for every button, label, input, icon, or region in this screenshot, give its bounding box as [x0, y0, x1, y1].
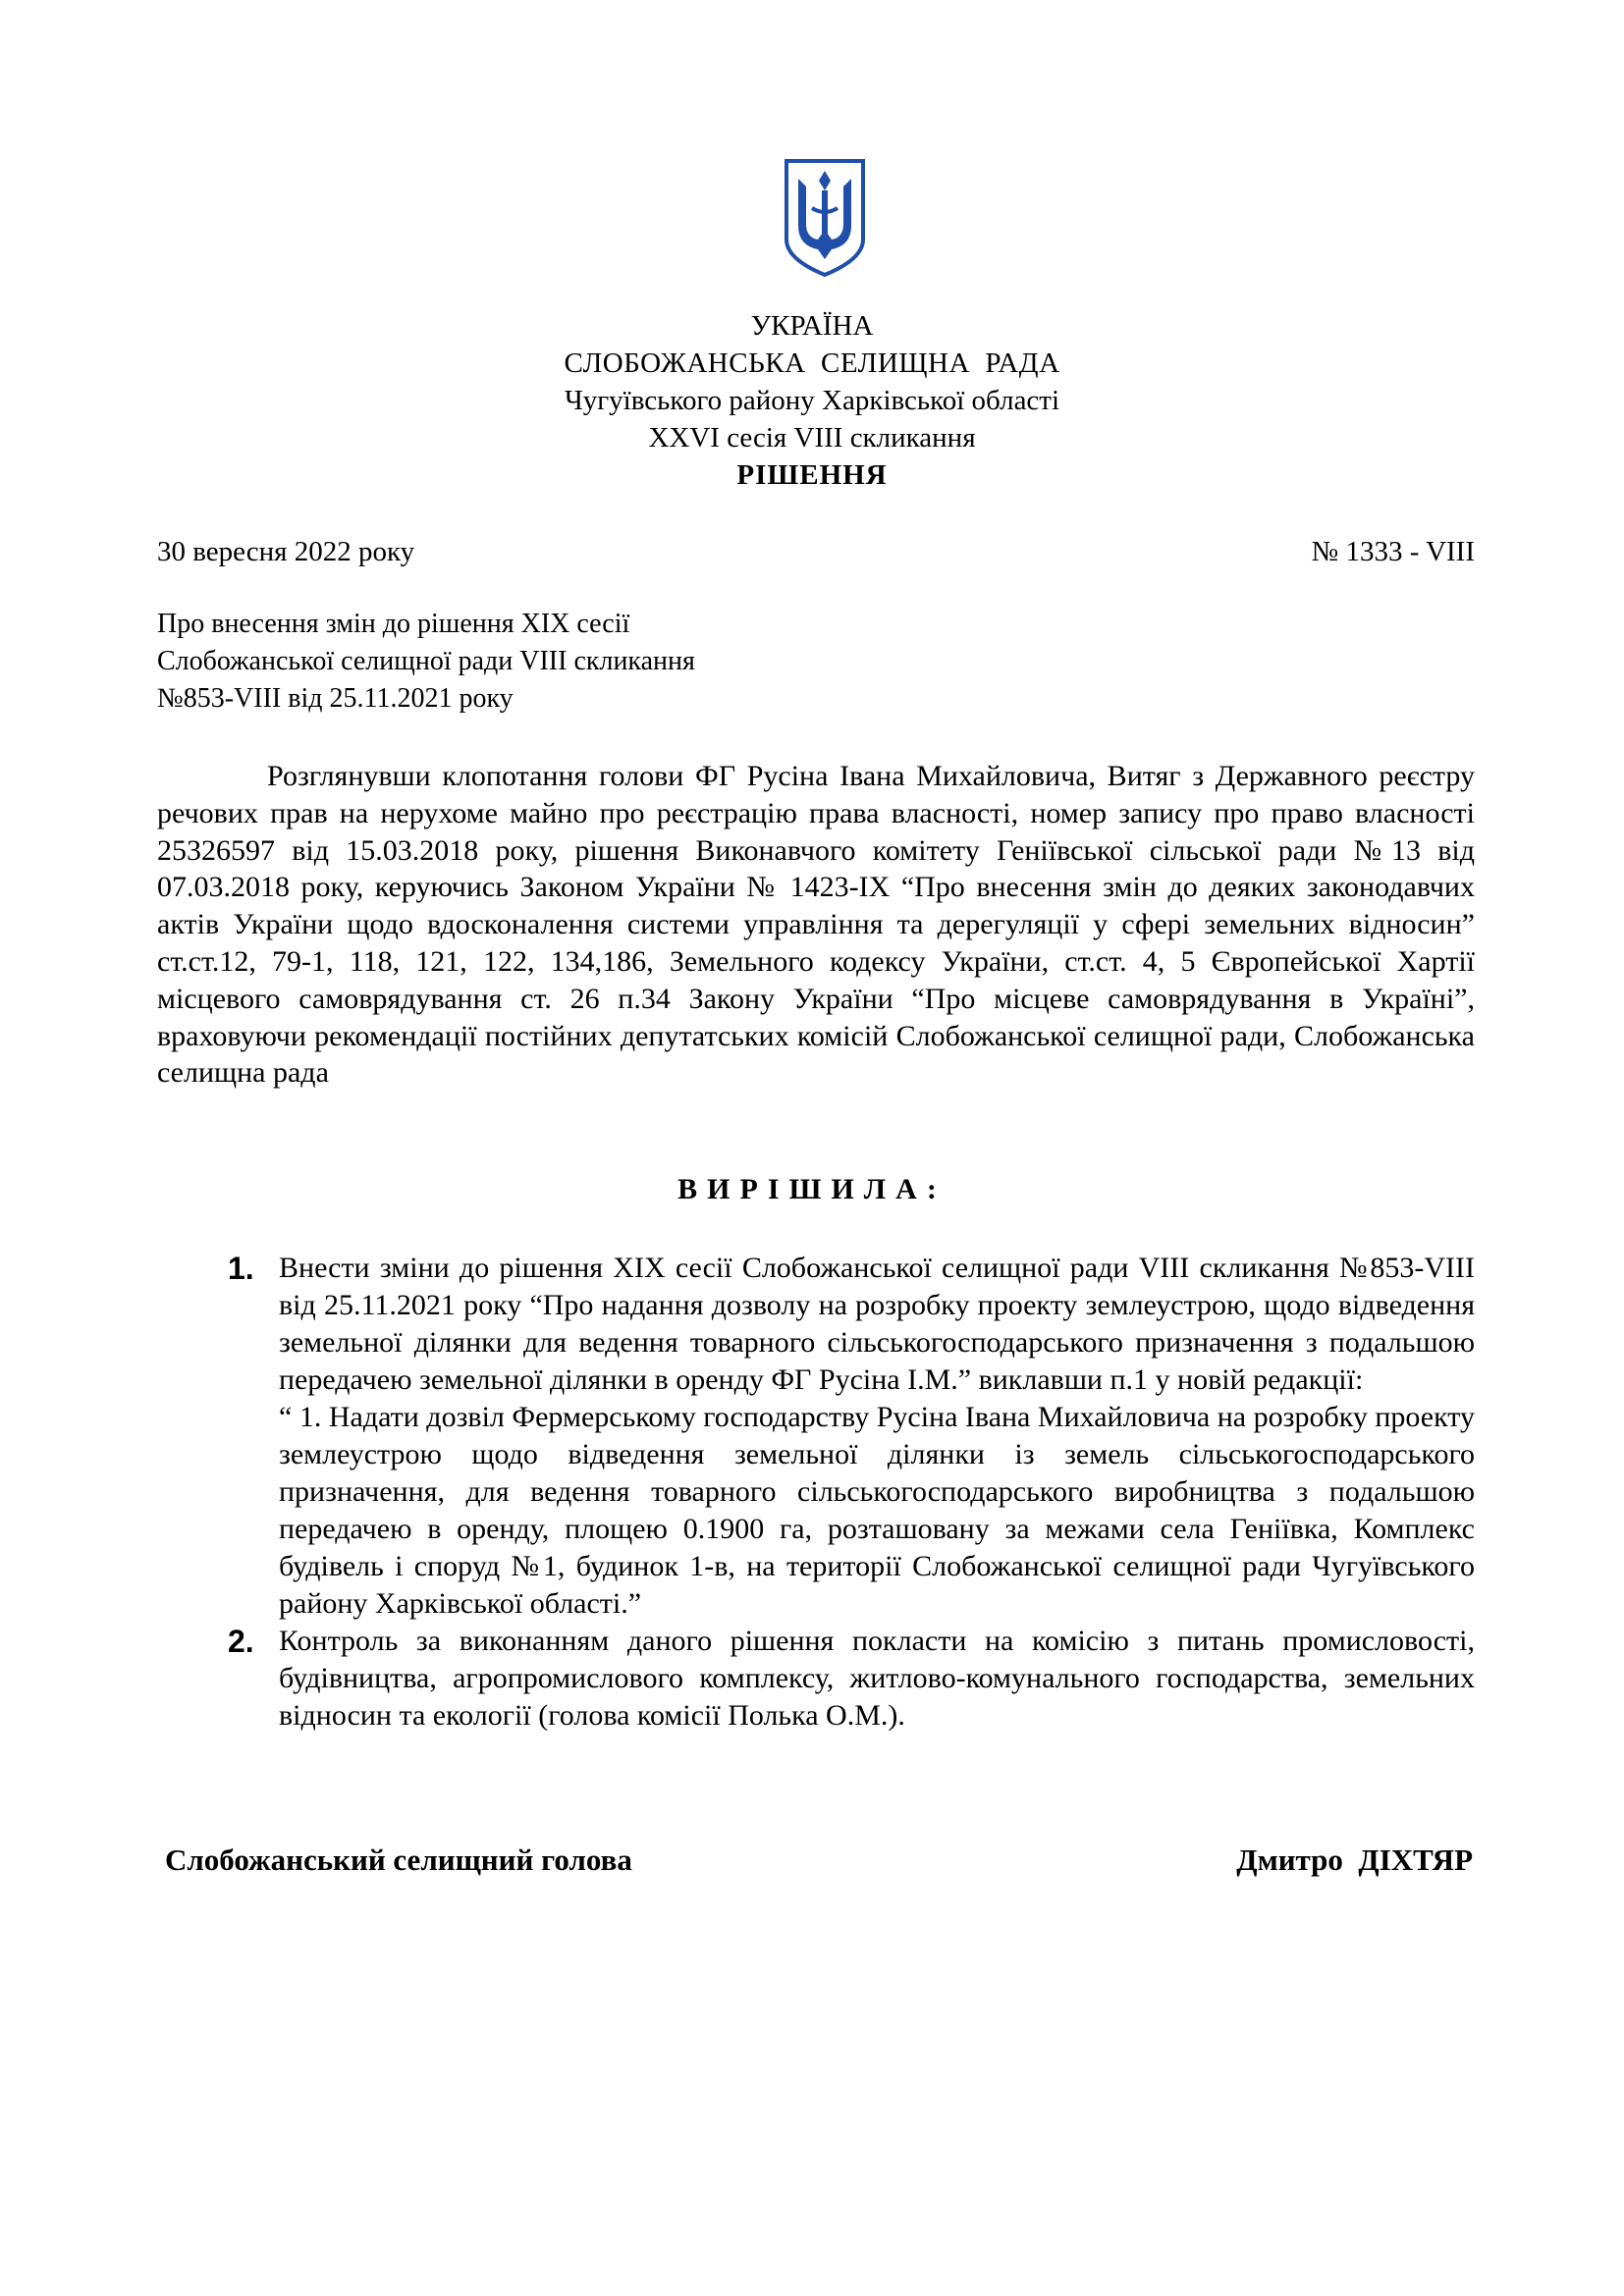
- header-country: УКРАЇНА: [750, 310, 874, 342]
- subject-line: №853-VIII від 25.11.2021 року: [157, 683, 514, 714]
- decision-subject: [157, 606, 864, 718]
- decision-number: № 1333 - VIII: [1311, 536, 1475, 567]
- signature-name: Дмитро ДІХТЯР: [1236, 1842, 1473, 1877]
- item-quote: “ 1. Надати дозвіл Фермерському господарству Русіна Івана Михайловича на розробку проекту землеустрою щодо відведення земельної ділянки із земель сільськогосподарського призначення, для ведення товарного сільськогосподарського виробництва з подальшою передачею в оренду, площею 0.1900 га, розташовану за межами села Геніївка, Комплекс будівель і споруд №1, будинок 1-в, на території Слобожанської селищної ради Чугуївського району Харківської області.”: [279, 1401, 1475, 1620]
- item-number: 1.: [228, 1251, 254, 1286]
- item-number: 2.: [228, 1624, 254, 1659]
- item-text: Контроль за виконанням даного рішення покласти на комісію з питань промисловості, будівництва, агропромислового комплексу, житлово-комунального господарства, земельних відносин та екології (голова комісії Полька О.М.).: [279, 1625, 1475, 1732]
- decision-items: [222, 1250, 1475, 1735]
- subject-line: Слобожанської селищної ради VIII скликання: [157, 646, 695, 676]
- decided-heading: ВИРІШИЛА:: [677, 1173, 947, 1205]
- item-text: Внести зміни до рішення XIX сесії Слобожанської селищної ради VIII скликання №853-VIII від 25.11.2021 року “Про надання дозволу на розробку проекту землеустрою, щодо відведення земельної ділянки для ведення товарного сільськогосподарського призначення з подальшою передачею земельної ділянки в оренду ФГ Русіна І.М.” виклавши п.1 у новій редакції:: [279, 1252, 1475, 1396]
- signature-position: Слобожанський селищний голова: [165, 1842, 632, 1877]
- decision-date: 30 вересня 2022 року: [157, 536, 415, 567]
- decision-item-2: [222, 1623, 1475, 1735]
- header-district: Чугуївського району Харківської області: [564, 385, 1060, 416]
- trident-emblem-icon: [783, 157, 867, 279]
- decision-item-1: [222, 1250, 1475, 1623]
- header-council: СЛОБОЖАНСЬКА СЕЛИЩНА РАДА: [564, 347, 1060, 379]
- header-session: XXVI сесія VIII скликання: [648, 422, 976, 454]
- header-doc-type: РІШЕННЯ: [736, 459, 888, 491]
- subject-line: Про внесення змін до рішення XIX сесії: [157, 609, 630, 639]
- preamble-paragraph: Розглянувши клопотання голови ФГ Русіна Івана Михайловича, Витяг з Державного реєстру речових прав на нерухоме майно про реєстрацію права власності, номер запису про право власності 25326597 від 15.03.2018 року, рішення Виконавчого комітету Геніївської сільської ради №13 від 07.03.2018 року, керуючись Законом України № 1423-IX “Про внесення змін до деяких законодавчих актів України щодо вдосконалення системи управління та дерегуляції у сфері земельних відносин” ст.ст.12, 79-1, 118, 121, 122, 134,186, Земельного кодексу України, ст.ст. 4, 5 Європейської Хартії місцевого самоврядування ст. 26 п.34 Закону України “Про місцеве самоврядування в Україні”, враховуючи рекомендації постійних депутатських комісій Слобожанської селищної ради, Слобожанська селищна рада: [157, 760, 1475, 1090]
